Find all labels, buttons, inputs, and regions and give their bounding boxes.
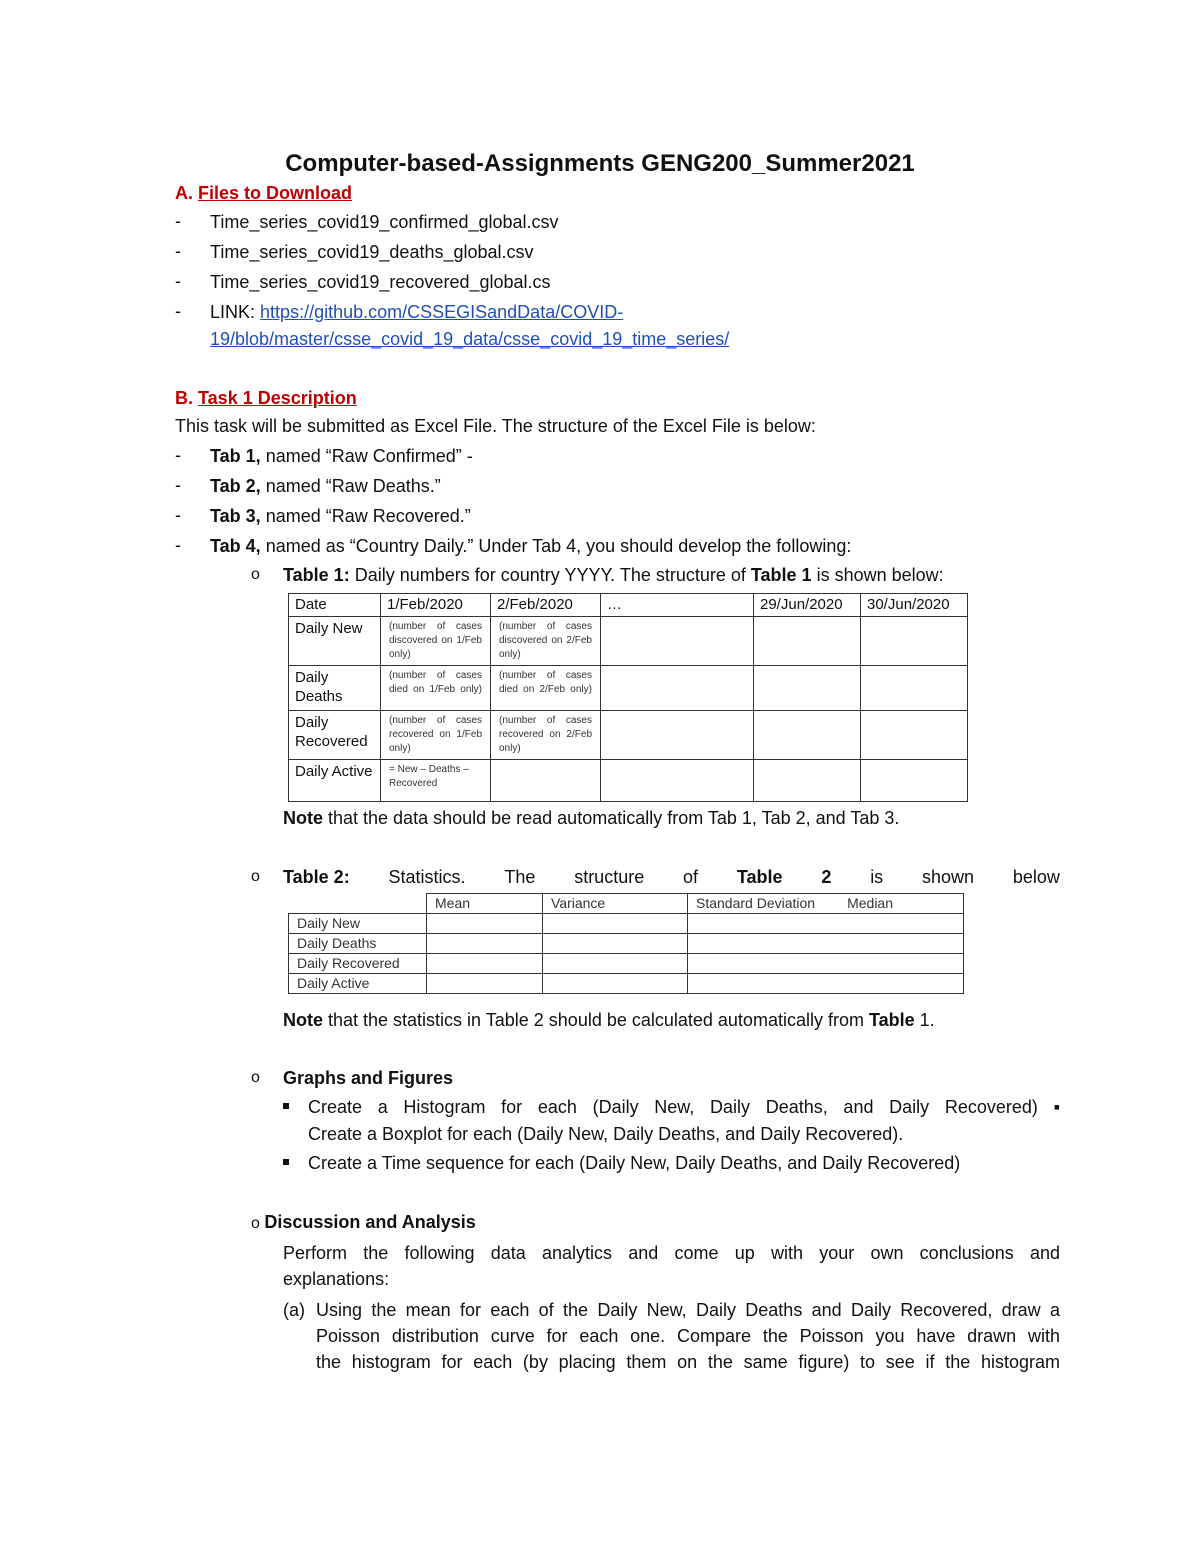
- dash-bullet: -: [175, 475, 181, 495]
- table-cell: [427, 954, 543, 974]
- table-cell: (number of cases discovered on 1/Feb only): [381, 617, 491, 666]
- section-a-letter: A.: [175, 183, 193, 203]
- table-cell: [427, 974, 543, 994]
- table-cell: [754, 711, 861, 760]
- table-cell: (number of cases discovered on 2/Feb only): [491, 617, 601, 666]
- row-label: Daily Deaths: [289, 934, 427, 954]
- table-cell: [861, 666, 968, 711]
- table-cell: [543, 954, 688, 974]
- item-a-line: the histogram for each (by placing them on the same figure) to see if the histogram: [316, 1352, 1060, 1372]
- table-cell: [688, 954, 964, 974]
- table-row: [289, 954, 964, 974]
- dash-bullet: -: [175, 445, 181, 465]
- row-label: Daily New: [289, 617, 381, 666]
- row-label: Daily Recovered: [289, 711, 381, 760]
- table-header-cell: 1/Feb/2020: [381, 594, 491, 617]
- tab-item: Tab 4, named as “Country Daily.” Under Tab 4, you should develop the following:: [210, 536, 852, 556]
- table-row: [289, 974, 964, 994]
- table-cell: [861, 711, 968, 760]
- table-cell: [688, 974, 964, 994]
- graphs-item-cont: Create a Boxplot for each (Daily New, Daily Deaths, and Daily Recovered).: [308, 1124, 904, 1144]
- table-row: [289, 711, 968, 760]
- discussion-para: Perform the following data analytics and come up with your own conclusions and: [283, 1243, 1060, 1263]
- tab-item: Tab 2, named “Raw Deaths.”: [210, 476, 441, 496]
- table-cell: [601, 666, 754, 711]
- section-a-heading: [175, 182, 352, 204]
- table-cell: [543, 974, 688, 994]
- graphs-item: Create a Time sequence for each (Daily New, Daily Deaths, and Daily Recovered): [308, 1153, 961, 1173]
- circle-bullet: o: [251, 868, 260, 885]
- circle-bullet: o: [251, 566, 260, 583]
- square-bullet: [283, 1159, 289, 1165]
- section-a-title: Files to Download: [198, 183, 353, 203]
- table-cell: [754, 760, 861, 802]
- table-header-cell: …: [601, 594, 754, 617]
- table2-intro: Table 2: Statistics. The structure of Table 2 is shown below: [283, 867, 1060, 887]
- dash-bullet: -: [175, 301, 181, 321]
- item-a-label: (a): [283, 1300, 305, 1320]
- table-row: [289, 594, 968, 617]
- table-cell: [543, 934, 688, 954]
- circle-bullet: o: [251, 1069, 260, 1086]
- github-link-cont[interactable]: 19/blob/master/csse_covid_19_data/csse_covid_19_time_series/: [210, 329, 730, 349]
- table2-note: Note that the statistics in Table 2 should be calculated automatically from Table 1.: [283, 1010, 935, 1030]
- table-1: [288, 593, 968, 802]
- table-row: [289, 666, 968, 711]
- table-row: [289, 617, 968, 666]
- table-row: [289, 894, 964, 914]
- table-cell: (number of cases died on 2/Feb only): [491, 666, 601, 711]
- section-b-intro: This task will be submitted as Excel File. The structure of the Excel File is below:: [175, 416, 816, 436]
- file-item: Time_series_covid19_deaths_global.csv: [210, 242, 534, 262]
- table-header-cell: 2/Feb/2020: [491, 594, 601, 617]
- link-continuation: [210, 328, 729, 350]
- discussion-heading: o Discussion and Analysis: [251, 1212, 476, 1232]
- table1-intro: Table 1: Daily numbers for country YYYY. The structure of Table 1 is shown below:: [283, 565, 944, 585]
- table-cell: [688, 934, 964, 954]
- dash-bullet: -: [175, 271, 181, 291]
- table-cell: [861, 760, 968, 802]
- table-cell: [601, 617, 754, 666]
- file-item: Time_series_covid19_recovered_global.cs: [210, 272, 551, 292]
- row-label: Daily New: [289, 914, 427, 934]
- dash-bullet: -: [175, 211, 181, 231]
- row-label: Daily Recovered: [289, 954, 427, 974]
- row-label: Daily Active: [289, 974, 427, 994]
- table-cell: [601, 760, 754, 802]
- graphs-item: Create a Histogram for each (Daily New, Daily Deaths, and Daily Recovered) ▪: [308, 1097, 1060, 1117]
- table-2: [288, 893, 964, 994]
- graphs-heading: Graphs and Figures: [283, 1068, 454, 1088]
- link-label: LINK:: [210, 302, 256, 322]
- table-header-cell: Standard Deviation Median: [688, 894, 964, 914]
- table-row: [289, 760, 968, 802]
- table-cell: [754, 666, 861, 711]
- table-cell: [688, 914, 964, 934]
- github-link[interactable]: https://github.com/CSSEGISandData/COVID-: [260, 302, 624, 322]
- file-item: Time_series_covid19_confirmed_global.csv: [210, 212, 559, 232]
- table-cell: [427, 914, 543, 934]
- table-row: [289, 914, 964, 934]
- table1-note: Note that the data should be read automatically from Tab 1, Tab 2, and Tab 3.: [283, 808, 900, 828]
- section-b-letter: B.: [175, 388, 193, 408]
- section-b-title: Task 1 Description: [198, 388, 357, 408]
- square-bullet: [283, 1103, 289, 1109]
- discussion-para-cont: explanations:: [283, 1269, 390, 1289]
- item-a-line: Using the mean for each of the Daily New, Daily Deaths and Daily Recovered, draw a: [316, 1300, 1060, 1320]
- table-cell: [543, 914, 688, 934]
- table-header-cell: 30/Jun/2020: [861, 594, 968, 617]
- table-header-cell: 29/Jun/2020: [754, 594, 861, 617]
- table-header-cell: [289, 894, 427, 914]
- table-cell: = New – Deaths – Recovered: [381, 760, 491, 802]
- item-a-line: Poisson distribution curve for each one. Compare the Poisson you have drawn with: [316, 1326, 1060, 1346]
- section-b-heading: [175, 387, 357, 409]
- table-cell: (number of cases died on 1/Feb only): [381, 666, 491, 711]
- table-cell: (number of cases recovered on 2/Feb only): [491, 711, 601, 760]
- table-cell: (number of cases recovered on 1/Feb only): [381, 711, 491, 760]
- table-header-cell: Variance: [543, 894, 688, 914]
- table-header-cell: Date: [289, 594, 381, 617]
- link-line: [210, 301, 623, 323]
- table-row: [289, 934, 964, 954]
- table-cell: [427, 934, 543, 954]
- table-cell: [491, 760, 601, 802]
- row-label: Daily Deaths: [289, 666, 381, 711]
- dash-bullet: -: [175, 241, 181, 261]
- dash-bullet: -: [175, 505, 181, 525]
- dash-bullet: -: [175, 535, 181, 555]
- tab-item: Tab 1, named “Raw Confirmed” -: [210, 446, 473, 466]
- page-title: Computer-based-Assignments GENG200_Summer2021: [285, 150, 915, 177]
- tab-item: Tab 3, named “Raw Recovered.”: [210, 506, 471, 526]
- table-header-cell: Mean: [427, 894, 543, 914]
- table-cell: [754, 617, 861, 666]
- table-cell: [601, 711, 754, 760]
- row-label: Daily Active: [289, 760, 381, 802]
- table-cell: [861, 617, 968, 666]
